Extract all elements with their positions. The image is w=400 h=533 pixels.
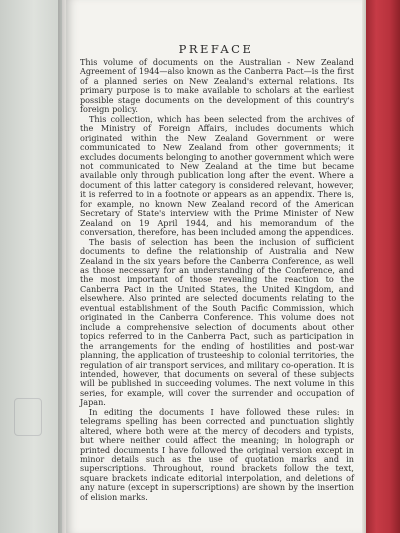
facing-page [0,0,62,533]
paragraph-1: This volume of documents on the Australian - New Zealand Agreement of 1944—also known as the Canberra Pact—is the first of a planned series on New Zealand's external relations. Its primary purpose is to make available to scholars at the earliest possible stage documents on the development of this country's foreign policy. [80,57,354,115]
preface-body [80,58,354,502]
paragraph-3: The basis of selection has been the inclusion of sufficient documents to define the relationship of Australia and New Zealand in the six years before the Canberra Conference, as well as those necessary for an understanding of the Conference, and the most important of those revealing the reaction to the Canberra Pact in the United States, the United Kingdom, and elsewhere. Also printed are selected documents relating to the eventual establishment of the South Pacific Commission, which originated in the Canberra Conference. This volume does not include a comprehensive selection of documents about other topics referred to in the Canberra Pact, such as participation in the arrangements for the ending of hostilities and post-war planning, the application of trusteeship to colonial territories, the regulation of air transport services, and military co-operation. It is intended, however, that documents on several of these subjects will be published in succeeding volumes. The next volume in this series, for example, will cover the surrender and occupation of Japan. [80,236,354,408]
faint-bleed-through [6,470,46,480]
paragraph-2: This collection, which has been selected from the archives of the Ministry of Foreign Affairs, includes documents which originated within the New Zealand Government or were communicated to New Zealand from other governments; it excludes documents belonging to another government which were not communicated to New Zealand at the time but became available only through publication long after the event. Where a document of this latter category is considered relevant, however, it is referred to in a footnote or appears as an appendix. There is, for example, no known New Zealand record of the American Secretary of State's interview with the Prime Minister of New Zealand on 19 April 1944, and his memorandum of the conversation, therefore, has been included among the appendices. [80,113,354,238]
red-cover-edge [366,0,400,533]
paragraph-4: In editing the documents I have followed these rules: in telegrams spelling has been corrected and punctuation slightly altered, where both were at the mercy of decoders and typists, but where neither could affect the meaning; in holograph or printed documents I have followed the original version except in minor details such as the use of quotation marks and in superscriptions. Throughout, round brackets follow the text, square brackets indicate editorial interpolation, and deletions of any nature (except in superscriptions) are shown by the insertion of elision marks. [80,406,354,502]
faint-seal-icon [14,398,42,436]
page-heading: PREFACE [178,42,254,56]
